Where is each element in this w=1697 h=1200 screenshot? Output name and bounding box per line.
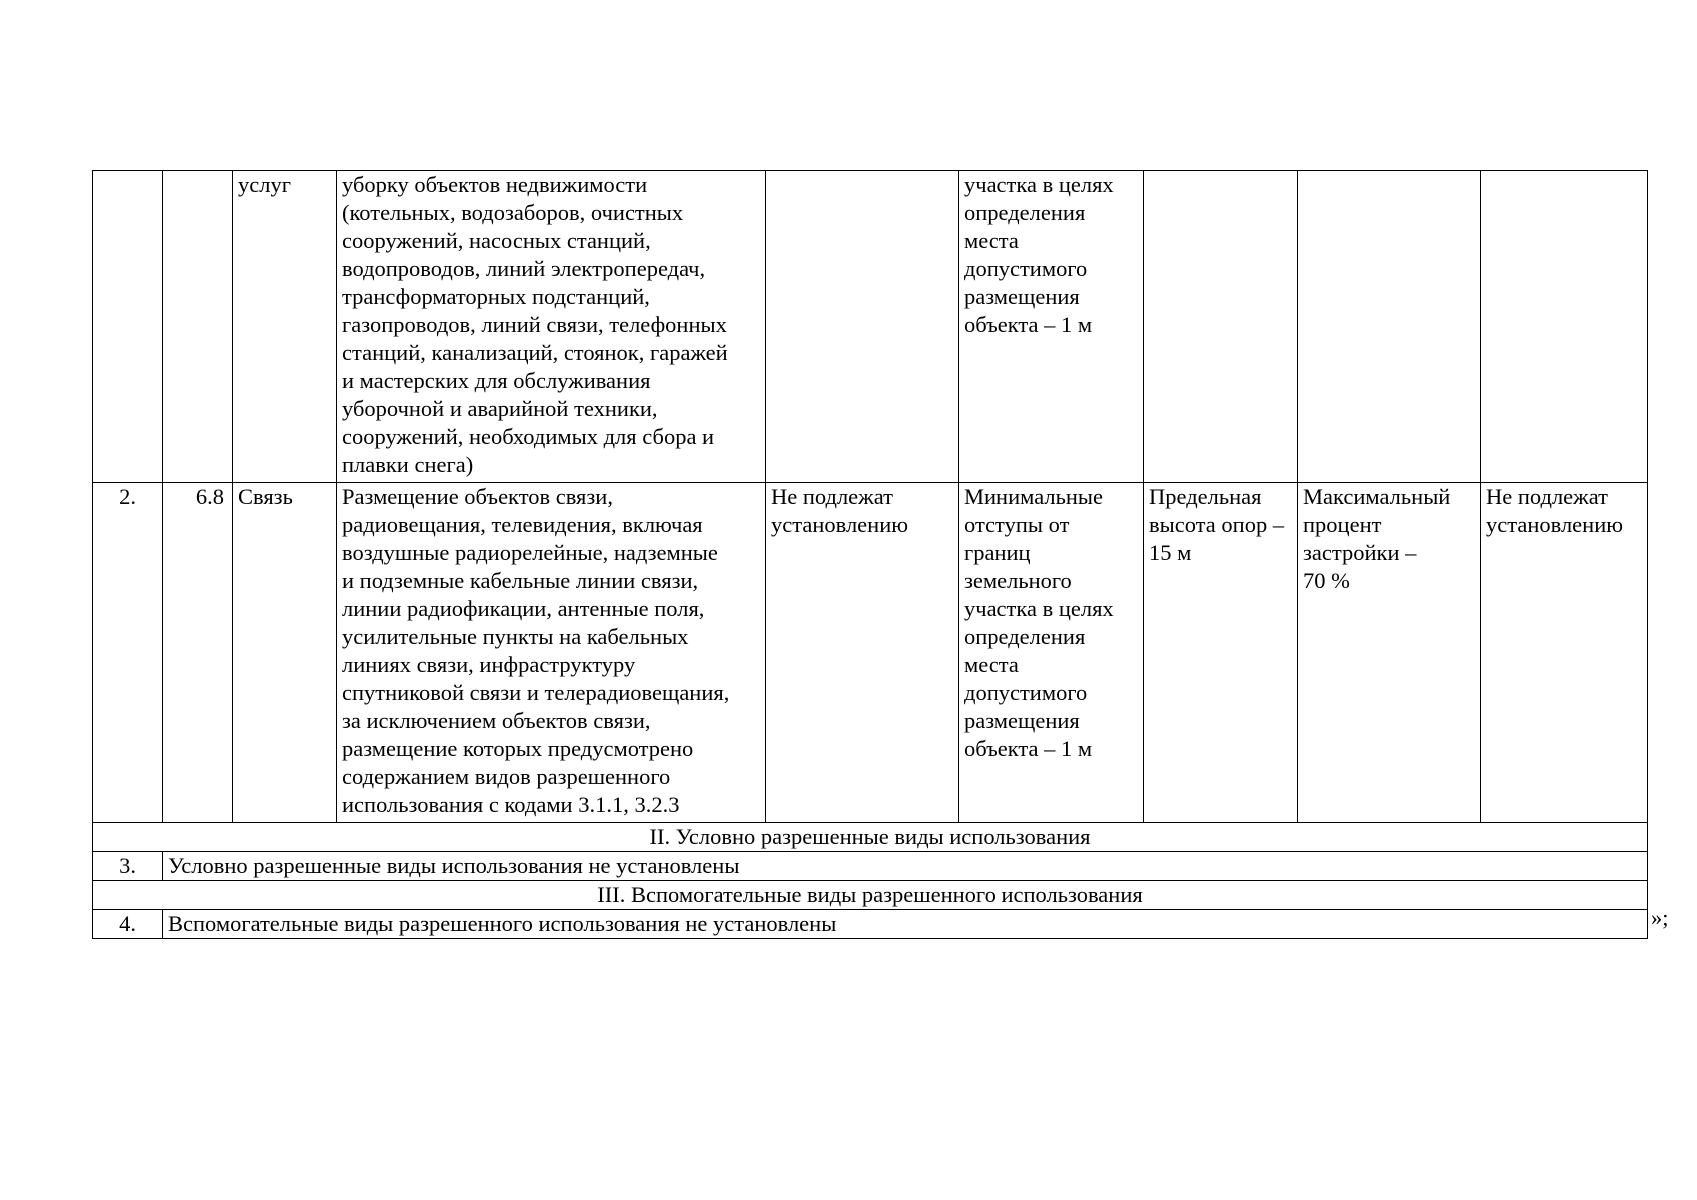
height-text: Предельная высота опор – 15 м (1149, 484, 1285, 565)
closing-quote-mark: »; (1651, 905, 1669, 930)
other-cell (1481, 483, 1648, 823)
table-row-3 (93, 852, 1648, 881)
row-number-cell (93, 852, 163, 881)
use-name: услуг (238, 172, 291, 197)
row-number-cell (93, 171, 163, 483)
use-description: уборку объектов недвижимости (котельных, водозаборов, очистных сооружений, насосных станций, водопроводов, линий электропередач, трансформаторных подстанций, газопроводов, линий связи, телефонных станций, канализаций, стоянок, гаражей и мастерских для обслуживания уборочной и аварийной техники, сооружений, необходимых для сбора и плавки снега) (342, 172, 728, 477)
setbacks-text: участка в целях определения места допустимого размещения объекта – 1 м (964, 172, 1114, 337)
row-code-cell (163, 171, 233, 483)
use-description-cell (337, 171, 766, 483)
table-row-continued (93, 171, 1648, 483)
row-code-cell (163, 483, 233, 823)
row-number: 4. (119, 911, 136, 936)
table-row-2 (93, 483, 1648, 823)
use-description-cell (337, 483, 766, 823)
coverage-cell (1298, 483, 1481, 823)
other-cell (1481, 171, 1648, 483)
row-text-cell: Условно разрешенные виды использования не установлены (163, 852, 1648, 881)
height-cell (1144, 171, 1298, 483)
row-text-cell: Вспомогательные виды разрешенного использования не установлены (163, 910, 1648, 939)
use-description: Размещение объектов связи, радиовещания, телевидения, включая воздушные радиорелейные, надземные и подземные кабельные линии связи, линии радиофикации, антенные поля, усилительные пункты на кабельных линиях связи, инфраструктуру спутниковой связи и телерадиовещания, за исключением объектов связи, размещение которых предусмотрено содержанием видов разрешенного использования с кодами 3.1.1, 3.2.3 (342, 484, 730, 817)
section-heading-row (93, 823, 1648, 852)
section-heading-auxiliary: III. Вспомогательные виды разрешенного использования (93, 881, 1648, 910)
setbacks-text: Минимальные отступы от границ земельного участка в целях определения места допустимого размещения объекта – 1 м (964, 484, 1114, 761)
setbacks-cell (959, 171, 1144, 483)
setbacks-cell (959, 483, 1144, 823)
land-use-table (92, 170, 1648, 939)
table-row-4 (93, 910, 1648, 939)
plot-size-text: Не подлежат установлению (771, 484, 909, 537)
height-cell (1144, 483, 1298, 823)
row-number-cell (93, 483, 163, 823)
section-heading-conditional: II. Условно разрешенные виды использования (93, 823, 1648, 852)
plot-size-cell (766, 483, 959, 823)
row-number-cell (93, 910, 163, 939)
plot-size-cell (766, 171, 959, 483)
other-text: Не подлежат установлению (1486, 484, 1624, 537)
use-name-cell (233, 171, 337, 483)
section-heading-row (93, 881, 1648, 910)
row-number: 3. (119, 853, 136, 878)
use-name: Связь (238, 484, 293, 509)
row-number: 2. (119, 484, 136, 509)
coverage-text: Максимальный процент застройки – 70 % (1303, 484, 1451, 593)
use-code: 6.8 (195, 484, 224, 509)
use-name-cell (233, 483, 337, 823)
coverage-cell (1298, 171, 1481, 483)
